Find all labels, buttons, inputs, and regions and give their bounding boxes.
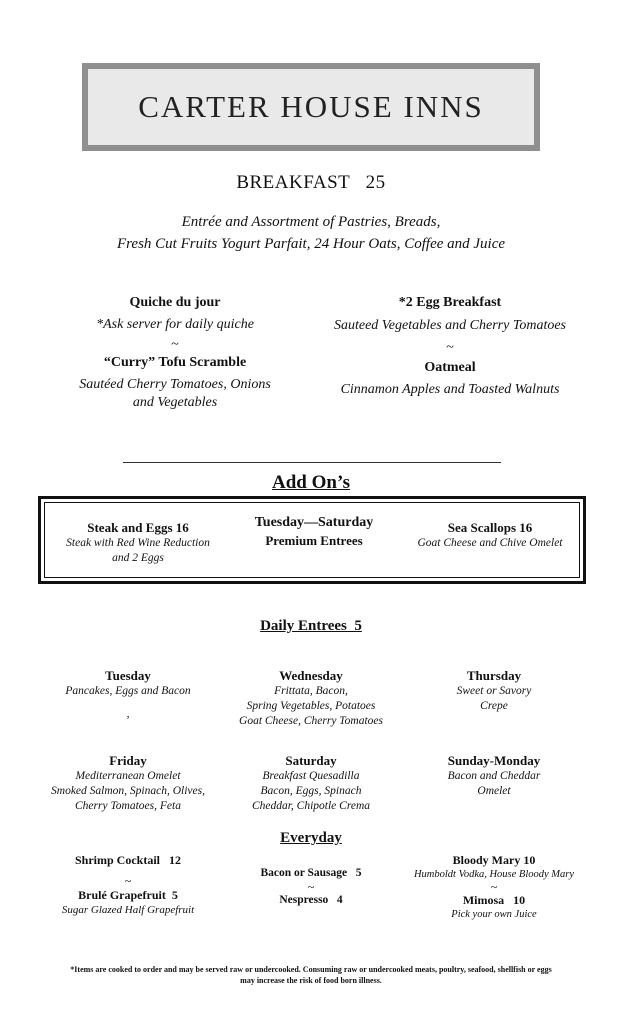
tofu-scramble-desc-line2: and Vegetables (132, 395, 218, 410)
footnote-line2: may increase the risk of food born illness. (240, 976, 382, 985)
day-line: Spring Vegetables, Potatoes (246, 700, 376, 712)
mimosa-desc: Pick your own Juice (451, 909, 537, 920)
egg-breakfast-desc: Sauteed Vegetables and Cherry Tomatoes (333, 318, 566, 333)
quiche-desc: *Ask server for daily quiche (96, 317, 254, 332)
daily-thursday (396, 667, 592, 714)
oatmeal-desc: Cinnamon Apples and Toasted Walnuts (340, 382, 560, 397)
steak-title: Steak and Eggs 16 (87, 520, 189, 535)
tofu-scramble-desc-line1: Sautéed Cherry Tomatoes, Onions (79, 377, 271, 392)
addons-title: Add On’s (272, 472, 350, 493)
everyday-middle (212, 866, 410, 908)
entree-separator: ~ (446, 340, 454, 355)
day-label: Friday (109, 753, 147, 768)
brule-grapefruit: Brulé Grapefruit 5 (78, 888, 178, 902)
addon-premium (231, 513, 397, 549)
day-line: Pancakes, Eggs and Bacon (65, 685, 191, 697)
daily-sunday-monday (396, 752, 592, 799)
addon-steak (45, 519, 231, 566)
premium-label: Premium Entrees (265, 533, 363, 548)
entrees-left-column (50, 294, 300, 412)
bloody-mary-desc: Humboldt Vodka, House Bloody Mary (413, 869, 575, 880)
day-line: Goat Cheese, Cherry Tomatoes (239, 715, 383, 727)
addons-box (38, 496, 586, 584)
steak-desc-line2: and 2 Eggs (112, 552, 164, 564)
day-line: Sweet or Savory (456, 685, 532, 697)
addons-inner-border (44, 502, 580, 578)
day-label: Wednesday (279, 668, 343, 683)
nespresso: Nespresso 4 (279, 894, 343, 906)
day-line: Cherry Tomatoes, Feta (75, 800, 181, 812)
breakfast-heading: BREAKFAST 25 (236, 172, 386, 193)
premium-days: Tuesday—Saturday (254, 515, 374, 530)
scallops-title: Sea Scallops 16 (447, 520, 533, 535)
daily-friday (30, 752, 226, 814)
day-line: Bacon, Eggs, Spinach (260, 785, 362, 797)
bloody-mary: Bloody Mary 10 (452, 853, 536, 867)
day-line: Cheddar, Chipotle Crema (251, 800, 371, 812)
restaurant-title: CARTER HOUSE INNS (138, 89, 484, 124)
daily-wednesday (212, 667, 410, 729)
day-label: Sunday-Monday (447, 753, 541, 768)
scallops-desc: Goat Cheese and Chive Omelet (417, 537, 563, 549)
addon-scallops (397, 519, 583, 551)
day-label: Saturday (285, 753, 337, 768)
steak-desc-line1: Steak with Red Wine Reduction (66, 537, 210, 549)
day-line: Frittata, Bacon, (274, 685, 348, 697)
day-label: Tuesday (105, 668, 151, 683)
egg-breakfast-title: *2 Egg Breakfast (398, 295, 502, 310)
everyday-separator: ~ (124, 874, 132, 888)
footnote-line1: *Items are cooked to order and may be served raw or undercooked. Consuming raw or undercooked meats, poultry, seafood, shellfish or eggs (70, 965, 552, 974)
breakfast-description-line1: Entrée and Assortment of Pastries, Breads, (181, 214, 441, 230)
daily-tuesday (30, 667, 226, 722)
entree-separator: ~ (171, 337, 179, 352)
shrimp-cocktail: Shrimp Cocktail 12 (74, 853, 181, 867)
day-line: Mediterranean Omelet (75, 770, 181, 782)
day-line: Breakfast Quesadilla (262, 770, 360, 782)
day-label: Thursday (466, 668, 522, 683)
day-line: Crepe (480, 700, 508, 712)
header-banner (82, 63, 540, 151)
day-line: Bacon and Cheddar (447, 770, 541, 782)
day-line: Smoked Salmon, Spinach, Olives, (51, 785, 205, 797)
breakfast-description-line2: Fresh Cut Fruits Yogurt Parfait, 24 Hour Oats, Coffee and Juice (116, 236, 506, 252)
day-line: Omelet (477, 785, 511, 797)
entrees-right-column (310, 294, 590, 399)
daily-entrees-title: Daily Entrees 5 (260, 618, 362, 634)
section-divider (123, 462, 501, 463)
bacon-or-sausage: Bacon or Sausage 5 (260, 867, 362, 879)
everyday-separator: ~ (307, 880, 315, 894)
daily-saturday (212, 752, 410, 814)
everyday-left (30, 853, 226, 918)
quiche-title: Quiche du jour (129, 295, 221, 310)
everyday-title: Everyday (280, 830, 342, 846)
everyday-separator: ~ (490, 880, 498, 894)
mimosa: Mimosa 10 (462, 893, 526, 907)
tofu-scramble-title: “Curry” Tofu Scramble (103, 355, 247, 370)
oatmeal-title: Oatmeal (424, 360, 476, 375)
raw-food-footnote (20, 964, 602, 986)
everyday-right (392, 853, 596, 922)
day-line: , (126, 708, 130, 720)
brule-grapefruit-desc: Sugar Glazed Half Grapefruit (61, 904, 195, 916)
